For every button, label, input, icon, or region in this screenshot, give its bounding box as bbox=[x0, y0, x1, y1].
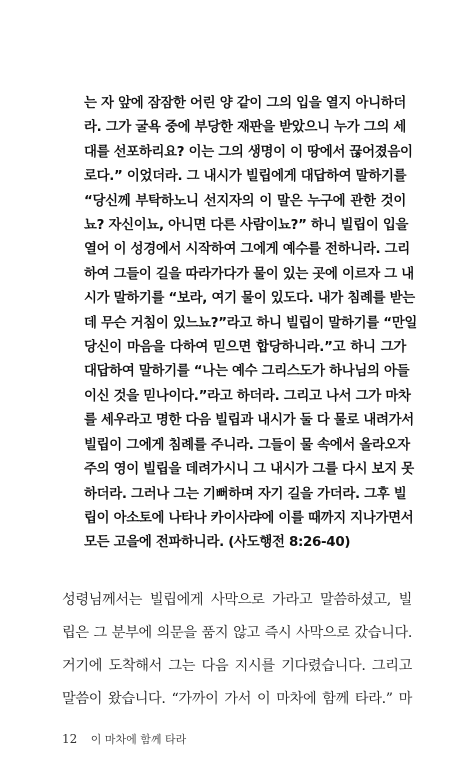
quote-line: 이신 것을 믿나이다.”라고 하더라. 그리고 나서 그가 마차 bbox=[84, 388, 411, 404]
quote-line: 대답하여 말하기를 “나는 예수 그리스도가 하나님의 아들 bbox=[84, 364, 410, 380]
quote-line: 로다.” 이었더라. 그 내시가 빌립에게 대답하여 말하기를 bbox=[84, 169, 407, 185]
page-footer bbox=[62, 731, 186, 747]
scripture-quote-block bbox=[84, 92, 417, 556]
quote-line: 뇨? 자신이뇨, 아니면 다른 사람이뇨?” 하니 빌립이 입을 bbox=[84, 218, 409, 234]
body-line: 성령님께서는 빌립에게 사막으로 가라고 말씀하셨고, 빌 bbox=[62, 592, 412, 608]
quote-line: 빌립이 그에게 침례를 주니라. 그들이 물 속에서 올라오자 bbox=[84, 437, 410, 453]
quote-line: 당신이 마음을 다하여 믿으면 합당하니라.”고 하니 그가 bbox=[84, 340, 406, 356]
quote-line: 립이 아소토에 나타나 카이사랴에 이를 때까지 지나가면서 bbox=[84, 510, 414, 526]
quote-line: 하더라. 그러나 그는 기뻐하며 자기 길을 가더라. 그후 빌 bbox=[84, 486, 407, 502]
quote-line: 하여 그들이 길을 따라가다가 물이 있는 곳에 이르자 그 내 bbox=[84, 266, 414, 282]
page-number: 12 bbox=[62, 732, 78, 746]
quote-line: 모든 고을에 전파하니라. (사도행전 8:26-40) bbox=[84, 535, 351, 551]
quote-line: 라. 그가 굴욕 중에 부당한 재판을 받았으니 누가 그의 세 bbox=[84, 120, 407, 136]
quote-line: 주의 영이 빌립을 데려가시니 그 내시가 그를 다시 보지 못 bbox=[84, 462, 414, 478]
body-line: 거기에 도착해서 그는 다음 지시를 기다렸습니다. 그리고 bbox=[62, 658, 412, 674]
quote-line: 데 무슨 거침이 있느뇨?”라고 하니 빌립이 말하기를 “만일 bbox=[84, 315, 417, 331]
quote-line: “당신께 부탁하노니 선지자의 이 말은 누구에 관한 것이 bbox=[84, 193, 406, 209]
body-line: 립은 그 분부에 의문을 품지 않고 즉시 사막으로 갔습니다. bbox=[62, 625, 412, 641]
body-paragraph bbox=[62, 584, 412, 716]
quote-line: 대를 선포하리요? 이는 그의 생명이 이 땅에서 끊어졌음이 bbox=[84, 144, 413, 160]
running-title: 이 마차에 함께 타라 bbox=[90, 733, 187, 746]
quote-line: 는 자 앞에 잠잠한 어린 양 같이 그의 입을 열지 아니하더 bbox=[84, 96, 406, 111]
body-line: 말씀이 왔습니다. “가까이 가서 이 마차에 함께 타라.” 마 bbox=[62, 691, 412, 707]
quote-line: 시가 말하기를 “보라, 여기 물이 있도다. 내가 침례를 받는 bbox=[84, 291, 415, 307]
quote-line: 열어 이 성경에서 시작하여 그에게 예수를 전하니라. 그리 bbox=[84, 242, 410, 258]
quote-line: 를 세우라고 명한 다음 빌립과 내시가 둘 다 물로 내려가서 bbox=[84, 413, 414, 429]
